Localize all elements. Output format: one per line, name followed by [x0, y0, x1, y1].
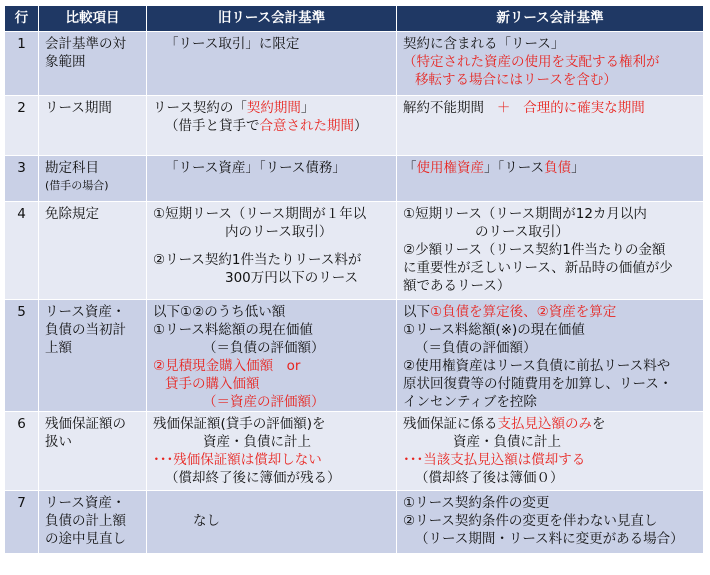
comparison-item: リース資産・ 負債の計上額 の途中見直し	[39, 491, 147, 553]
header-comparison-item: 比較項目	[39, 6, 147, 31]
header-row-number: 行	[5, 6, 39, 31]
comparison-item: 残価保証額の 扱い	[39, 412, 147, 490]
comparison-table	[4, 5, 706, 555]
table-row	[5, 96, 705, 156]
table-row	[5, 412, 705, 491]
old-standard-cell: なし	[147, 491, 397, 553]
table-header-row	[5, 6, 705, 32]
row-number: 3	[5, 156, 39, 201]
new-standard-cell: ①短期リース（リース期間が12カ月以内 のリース取引） ②少額リース（リース契約1件当たりの金額 に重要性が乏しいリース、新品時の価値が少 額であるリース）	[397, 202, 703, 299]
row-number: 6	[5, 412, 39, 490]
table-row	[5, 32, 705, 96]
row-number: 5	[5, 300, 39, 411]
new-standard-cell: 「使用権資産」「リース負債」	[397, 156, 703, 201]
comparison-item: リース期間	[39, 96, 147, 155]
row-number: 2	[5, 96, 39, 155]
old-standard-cell: 「リース資産」「リース債務」	[147, 156, 397, 201]
old-standard-cell: リース契約の「契約期間」 （借手と貸手で合意された期間）	[147, 96, 397, 155]
row-number: 7	[5, 491, 39, 553]
row-number: 1	[5, 32, 39, 95]
comparison-item: 勘定科目 (借手の場合)	[39, 156, 147, 201]
new-standard-cell: 残価保証に係る支払見込額のみを 資産・負債に計上 ･･･当該支払見込額は償却する （償却終了後は簿価０）	[397, 412, 703, 490]
new-standard-cell: 契約に含まれる「リース」 （特定された資産の使用を支配する権利が 移転する場合にはリースを含む）	[397, 32, 703, 95]
comparison-item: リース資産・ 負債の当初計 上額	[39, 300, 147, 411]
new-standard-cell: 以下①負債を算定後、②資産を算定 ①リース料総額(※)の現在価値 （＝負債の評価額） ②使用権資産はリース負債に前払リース料や 原状回復費等の付随費用を加算し、リース・ インセンティブを控除	[397, 300, 703, 411]
comparison-item: 会計基準の対 象範囲	[39, 32, 147, 95]
table-row	[5, 491, 705, 554]
comparison-item: 免除規定	[39, 202, 147, 299]
row-number: 4	[5, 202, 39, 299]
table-row	[5, 300, 705, 412]
header-new-standard: 新リース会計基準	[397, 6, 703, 31]
new-standard-cell: 解約不能期間 ＋ 合理的に確実な期間	[397, 96, 703, 155]
old-standard-cell: 「リース取引」に限定	[147, 32, 397, 95]
old-standard-cell: ①短期リース（リース期間が１年以 内のリース取引） ②リース契約1件当たりリース料が 300万円以下のリース	[147, 202, 397, 299]
old-standard-cell: 残価保証額(貸手の評価額)を 資産・負債に計上 ･･･残価保証額は償却しない （償却終了後に簿価が残る）	[147, 412, 397, 490]
old-standard-cell: 以下①②のうち低い額 ①リース料総額の現在価値 （＝負債の評価額） ②見積現金購入価額 or 貸手の購入価額 （＝資産の評価額）	[147, 300, 397, 411]
table-row	[5, 156, 705, 202]
new-standard-cell: ①リース契約条件の変更 ②リース契約条件の変更を伴わない見直し （リース期間・リース料に変更がある場合）	[397, 491, 703, 553]
table-row	[5, 202, 705, 300]
header-old-standard: 旧リース会計基準	[147, 6, 397, 31]
